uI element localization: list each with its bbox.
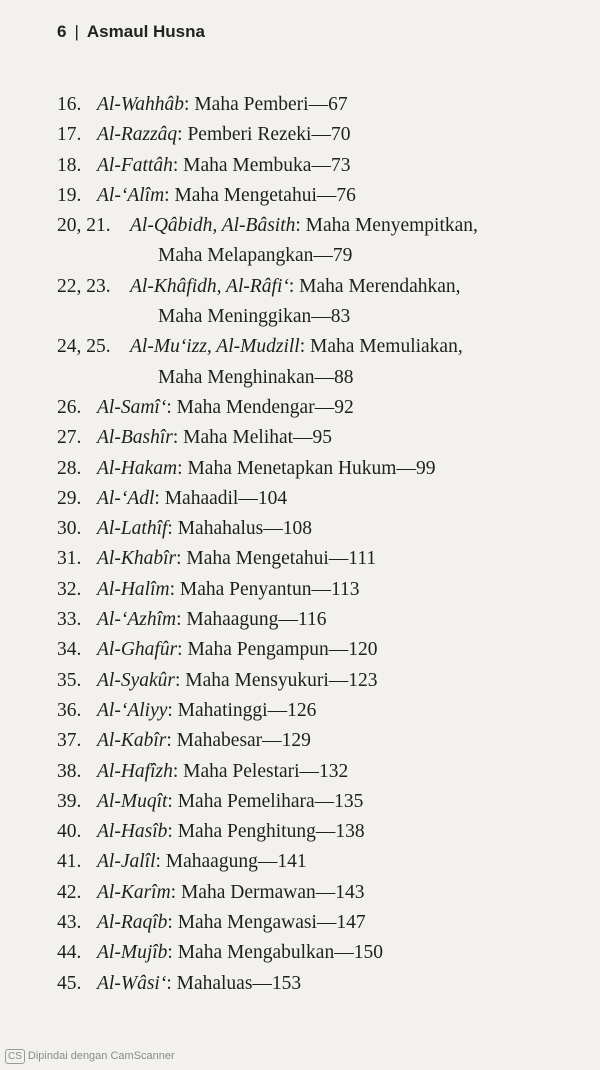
entry-number: 45. (57, 972, 82, 994)
header-separator: | (74, 22, 79, 41)
entry-name: Al-Ghafûr (97, 639, 178, 661)
entry-number: 20, 21. (57, 215, 111, 237)
entry-description: : Mahahalus—108 (167, 518, 313, 540)
entry-description: : Maha Mengawasi—147 (167, 912, 366, 934)
toc-entry (57, 332, 577, 393)
entry-description: : Maha Penghitung—138 (167, 821, 365, 843)
entry-description: : Maha Mengetahui—76 (164, 184, 356, 206)
entry-name: Al-Mu‘izz, Al-Mudzill (130, 336, 300, 358)
entry-description: : Maha Menyempitkan, (295, 215, 478, 237)
entry-number: 39. (57, 790, 82, 812)
entry-number: 16. (57, 94, 82, 115)
toc-entry (57, 817, 577, 847)
entry-name: Al-Kabîr (97, 730, 167, 752)
entry-description: : Maha Pengampun—120 (177, 639, 378, 661)
entry-description: : Maha Memuliakan, (299, 336, 463, 358)
entry-name: Al-Qâbidh, Al-Bâsith (130, 215, 296, 237)
entry-description: : Maha Mensyukuri—123 (174, 669, 378, 691)
entry-name: Al-Khâfidh, Al-Râfi‘ (130, 275, 289, 297)
entry-name: Al-Khabîr (97, 548, 177, 570)
entry-description-continued: Maha Melapangkan—79 (158, 245, 353, 267)
entry-name: Al-Hafîzh (97, 760, 173, 782)
toc-entry (57, 423, 577, 453)
entry-description: : Maha Pelestari—132 (172, 760, 349, 782)
entry-description: : Mahaagung—141 (155, 851, 307, 873)
entry-number: 36. (57, 699, 82, 721)
entry-number: 32. (57, 578, 82, 600)
entry-number: 26. (57, 396, 82, 418)
entry-name: Al-Wahhâb (97, 94, 185, 115)
entry-name: Al-Wâsi‘ (97, 972, 167, 994)
entry-description: : Mahaadil—104 (154, 487, 288, 509)
entry-name: Al-‘Aliyy (97, 699, 168, 721)
book-title: Asmaul Husna (86, 22, 205, 41)
entry-description: : Maha Pemelihara—135 (167, 790, 364, 812)
entry-name: Al-Bashîr (97, 427, 173, 449)
entry-description: : Maha Dermawan—143 (170, 881, 365, 903)
entry-name: Al-Samî‘ (97, 396, 167, 418)
toc-entry (57, 90, 577, 120)
toc-entry (57, 969, 577, 999)
entry-description: : Maha Menetapkan Hukum—99 (177, 457, 436, 479)
entry-description: : Maha Membuka—73 (172, 154, 351, 176)
entry-number: 31. (57, 548, 82, 570)
entry-description: : Maha Pemberi—67 (184, 94, 348, 115)
entry-description: : Mahatinggi—126 (167, 699, 317, 721)
entry-number: 40. (57, 821, 82, 843)
entry-description: : Mahaagung—116 (176, 609, 327, 631)
entry-number: 38. (57, 760, 82, 782)
toc-entry (57, 272, 577, 333)
entry-number: 28. (57, 457, 82, 479)
entry-name: Al-Syakûr (97, 669, 175, 691)
entry-number: 34. (57, 639, 82, 661)
toc-entry (57, 757, 577, 787)
entry-name: Al-Lathîf (97, 518, 168, 540)
toc-entry (57, 605, 577, 635)
entry-name: Al-Halîm (97, 578, 170, 600)
entry-name: Al-Mujîb (97, 942, 168, 964)
toc-entry (57, 575, 577, 605)
toc-entry (57, 878, 577, 908)
entry-name: Al-Hasîb (97, 821, 168, 843)
entry-number: 22, 23. (57, 275, 111, 297)
watermark-text: Dipindai dengan CamScanner (27, 1050, 175, 1062)
entry-number: 33. (57, 609, 82, 631)
entry-description: : Maha Mendengar—92 (166, 396, 354, 418)
entry-name: Al-‘Alîm (97, 184, 165, 206)
entry-name: Al-Raqîb (97, 912, 168, 934)
entry-description: : Maha Melihat—95 (172, 427, 333, 449)
entry-number: 44. (57, 942, 82, 964)
running-header (57, 22, 205, 42)
toc-entry (57, 908, 577, 938)
entry-description: : Maha Mengetahui—111 (176, 548, 377, 570)
toc-entry (57, 514, 577, 544)
entry-number: 41. (57, 851, 82, 873)
camscanner-logo-icon: CS (5, 1049, 25, 1064)
toc-entry (57, 454, 577, 484)
entry-number: 27. (57, 427, 82, 449)
entry-number: 42. (57, 881, 82, 903)
entry-number: 29. (57, 487, 82, 509)
toc-entry (57, 847, 577, 877)
entry-description: : Maha Mengabulkan—150 (167, 942, 383, 964)
entry-name: Al-Jalîl (97, 851, 156, 873)
toc-entry (57, 726, 577, 756)
entry-description: : Maha Penyantun—113 (169, 578, 360, 600)
toc-entry (57, 393, 577, 423)
entry-number: 18. (57, 154, 82, 176)
entry-name: Al-Karîm (97, 881, 171, 903)
scanner-watermark (5, 1049, 175, 1064)
toc-entry (57, 211, 577, 272)
table-of-contents (57, 90, 577, 999)
entry-name: Al-‘Adl (97, 487, 155, 509)
entry-description-continued: Maha Menghinakan—88 (158, 366, 354, 388)
entry-description: : Mahabesar—129 (166, 730, 311, 752)
toc-entry (57, 938, 577, 968)
entry-description-continued: Maha Meninggikan—83 (158, 306, 351, 328)
entry-number: 37. (57, 730, 82, 752)
entry-name: Al-Fattâh (97, 154, 173, 176)
toc-entry (57, 544, 577, 574)
entry-number: 43. (57, 912, 82, 934)
entry-name: Al-‘Azhîm (97, 609, 177, 631)
entry-number: 35. (57, 669, 82, 691)
toc-entry (57, 181, 577, 211)
entry-number: 30. (57, 518, 82, 540)
entry-name: Al-Muqît (97, 790, 168, 812)
toc-entry (57, 151, 577, 181)
toc-entry (57, 635, 577, 665)
entry-description: : Mahaluas—153 (166, 972, 302, 994)
entry-name: Al-Hakam (97, 457, 178, 479)
entry-description: : Maha Merendahkan, (288, 275, 461, 297)
entry-number: 24, 25. (57, 336, 111, 358)
toc-entry (57, 696, 577, 726)
page-number: 6 (57, 22, 67, 41)
toc-entry (57, 484, 577, 514)
toc-entry (57, 666, 577, 696)
entry-name: Al-Razzâq (97, 124, 178, 146)
toc-entry (57, 787, 577, 817)
entry-number: 19. (57, 184, 82, 206)
entry-number: 17. (57, 124, 82, 146)
toc-entry (57, 120, 577, 150)
entry-description: : Pemberi Rezeki—70 (177, 124, 351, 146)
